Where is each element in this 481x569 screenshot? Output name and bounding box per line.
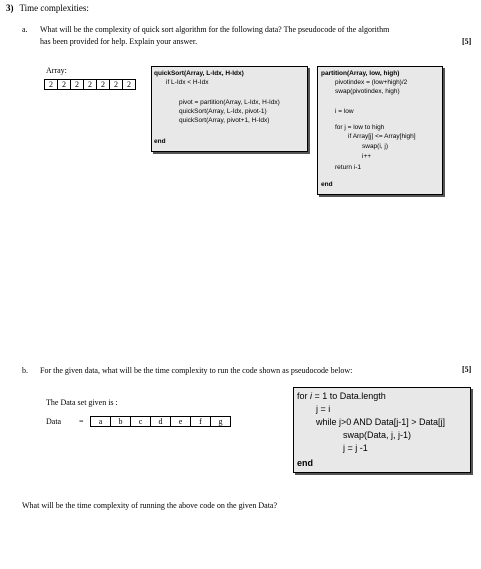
array-cell: 2 [127,80,131,89]
quicksort-line: pivot = partition(Array, L-Idx, H-Idx) [179,99,280,106]
partition-header: partition(Array, low, high) [321,70,400,77]
array-label: Array: [46,66,67,75]
array-cells [44,79,136,90]
dataset-label: The Data set given is : [46,398,118,407]
array-cell: 2 [45,80,58,89]
part-a-text-line1: What will be the complexity of quick sort algorithm for the following data? The pseudocode of the algorithm [40,25,390,34]
quicksort-line: quickSort(Array, pivot+1, H-Idx) [179,117,270,124]
part-a-label: a. [22,25,28,34]
partition-line: for j = low to high [335,124,385,131]
part-b-code-line: j = j -1 [343,443,368,453]
followup-question: What will be the time complexity of running the above code on the given Data? [22,501,278,510]
partition-line: return i-1 [335,164,362,171]
question-title [6,3,89,13]
partition-line: swap(pivotindex, high) [335,88,400,95]
data-cell: a [91,417,111,426]
partition-code-box [317,66,443,195]
for-range: = 1 to Data.length [312,391,386,401]
data-cell: e [171,417,191,426]
question-title-text: Time complexities: [19,3,89,13]
partition-line: i = low [335,108,354,115]
data-name-label: Data [46,417,62,426]
partition-line: i++ [362,153,372,160]
data-cell: d [151,417,171,426]
question-number: 3) [6,3,14,13]
part-b-code-line: swap(Data, j, j-1) [343,430,412,440]
quicksort-code-box [151,66,308,152]
part-b-label: b. [22,366,28,375]
part-b-text: For the given data, what will be the time complexity to run the code shown as pseudocode below: [40,366,353,375]
data-cell: b [111,417,131,426]
array-cell: 2 [97,80,110,89]
array-cell: 2 [58,80,71,89]
for-keyword: for [297,391,311,401]
data-cell: f [191,417,211,426]
quicksort-line: if L-Idx < H-Idx [166,79,209,86]
loop-variable: i [310,391,313,401]
partition-line: if Array[j] <= Array[high] [348,133,416,140]
part-b-marks: [5] [462,365,472,374]
data-cell: c [131,417,151,426]
array-cell: 2 [71,80,84,89]
array-cell: 2 [84,80,97,89]
part-b-code-end: end [297,458,314,468]
partition-end: end [321,181,333,188]
part-a-text-line2: has been provided for help. Explain your answer. [40,37,198,46]
part-b-code-line: while j>0 AND Data[j-1] > Data[j] [316,417,446,427]
quicksort-line: quickSort(Array, L-Idx, pivot-1) [179,108,267,115]
partition-line: pivotindex = (low+high)/2 [335,79,408,86]
quicksort-end: end [154,138,166,145]
array-cell: 2 [110,80,123,89]
data-cell: g [218,417,223,426]
part-b-code-box [293,387,471,473]
data-cells [90,416,231,427]
partition-line: swap(i, j) [362,143,389,150]
part-a-marks: [5] [462,37,472,46]
part-b-code-line: j = i [316,404,331,414]
part-b-code-line [297,391,386,402]
quicksort-header: quickSort(Array, L-Idx, H-Idx) [154,70,244,77]
data-equals: = [79,417,84,426]
